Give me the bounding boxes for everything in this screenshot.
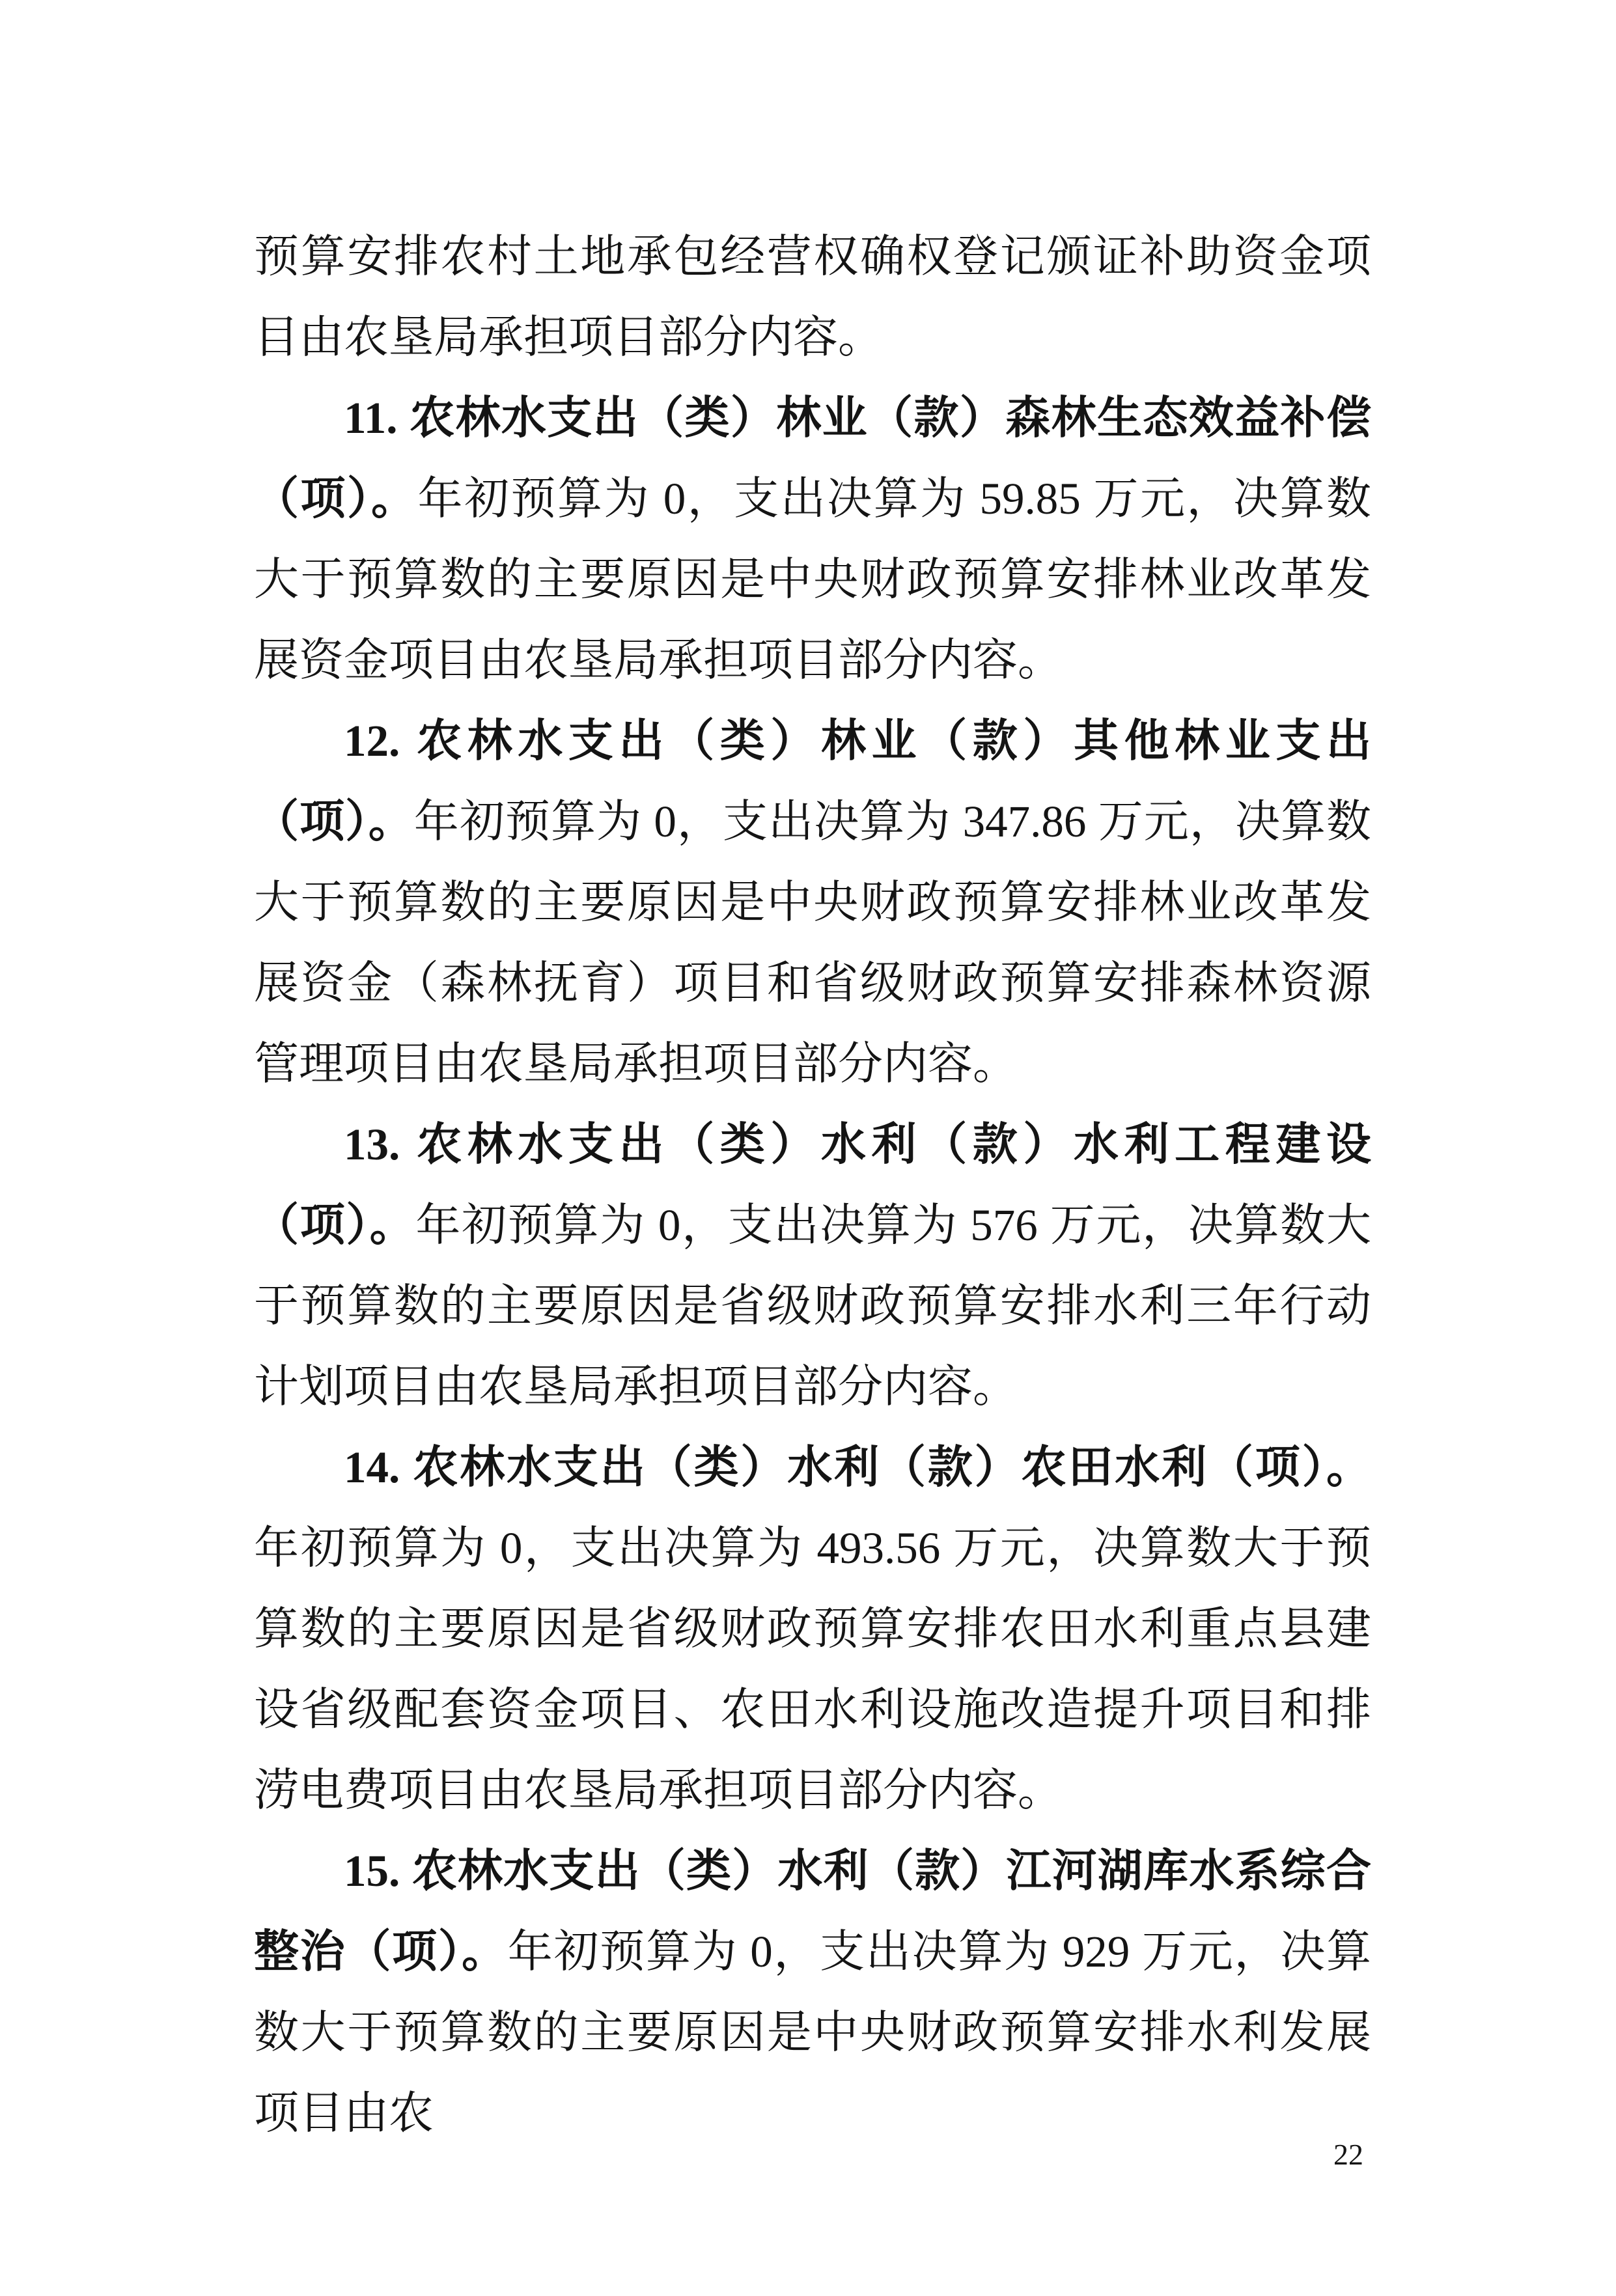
paragraph-14-body: 年初预算为 0，支出决算为 493.56 万元，决算数大于预算数的主要原因是省级财政预算安排农田水利重点县建设省级配套资金项目、农田水利设施改造提升项目和排涝电费项目由农垦局承担项目部分内容。	[254, 1523, 1371, 1815]
paragraph-13-body: 年初预算为 0，支出决算为 576 万元，决算数大于预算数的主要原因是省级财政预算安排水利三年行动计划项目由农垦局承担项目部分内容。	[254, 1200, 1372, 1411]
paragraph-14-heading: 14. 农林水支出（类）水利（款）农田水利（项）。	[344, 1443, 1371, 1492]
paragraph-item-13	[254, 1104, 1371, 1427]
paragraph-11-body: 年初预算为 0，支出决算为 59.85 万元，决算数大于预算数的主要原因是中央财政预算安排林业改革发展资金项目由农垦局承担项目部分内容。	[254, 474, 1371, 685]
document-body	[254, 216, 1371, 2153]
paragraph-12-body: 年初预算为 0，支出决算为 347.86 万元，决算数大于预算数的主要原因是中央财政预算安排林业改革发展资金（森林抚育）项目和省级财政预算安排森林资源管理项目由农垦局承担项目部分内容。	[254, 797, 1371, 1088]
paragraph-15-body: 年初预算为 0，支出决算为 929 万元，决算数大于预算数的主要原因是中央财政预算安排水利发展项目由农	[254, 1927, 1372, 2138]
paragraph-item-15	[254, 1831, 1371, 2153]
paragraph-item-14	[254, 1427, 1371, 1831]
paragraph-continuation: 预算安排农村土地承包经营权确权登记颁证补助资金项目由农垦局承担项目部分内容。	[254, 232, 1371, 362]
paragraph-12-heading: 12. 农林水支出（类）林业（款）其他林业支出（项）。	[254, 716, 1371, 846]
paragraph-item-11	[254, 378, 1371, 700]
page-number: 22	[1333, 2138, 1363, 2171]
paragraph-item-12	[254, 700, 1371, 1104]
paragraph-13-heading: 13. 农林水支出（类）水利（款）水利工程建设（项）。	[254, 1120, 1371, 1250]
paragraph-11-heading: 11. 农林水支出（类）林业（款）森林生态效益补偿（项）。	[254, 393, 1371, 523]
paragraph-15-heading: 15. 农林水支出（类）水利（款）江河湖库水系综合整治（项）。	[254, 1846, 1371, 1976]
